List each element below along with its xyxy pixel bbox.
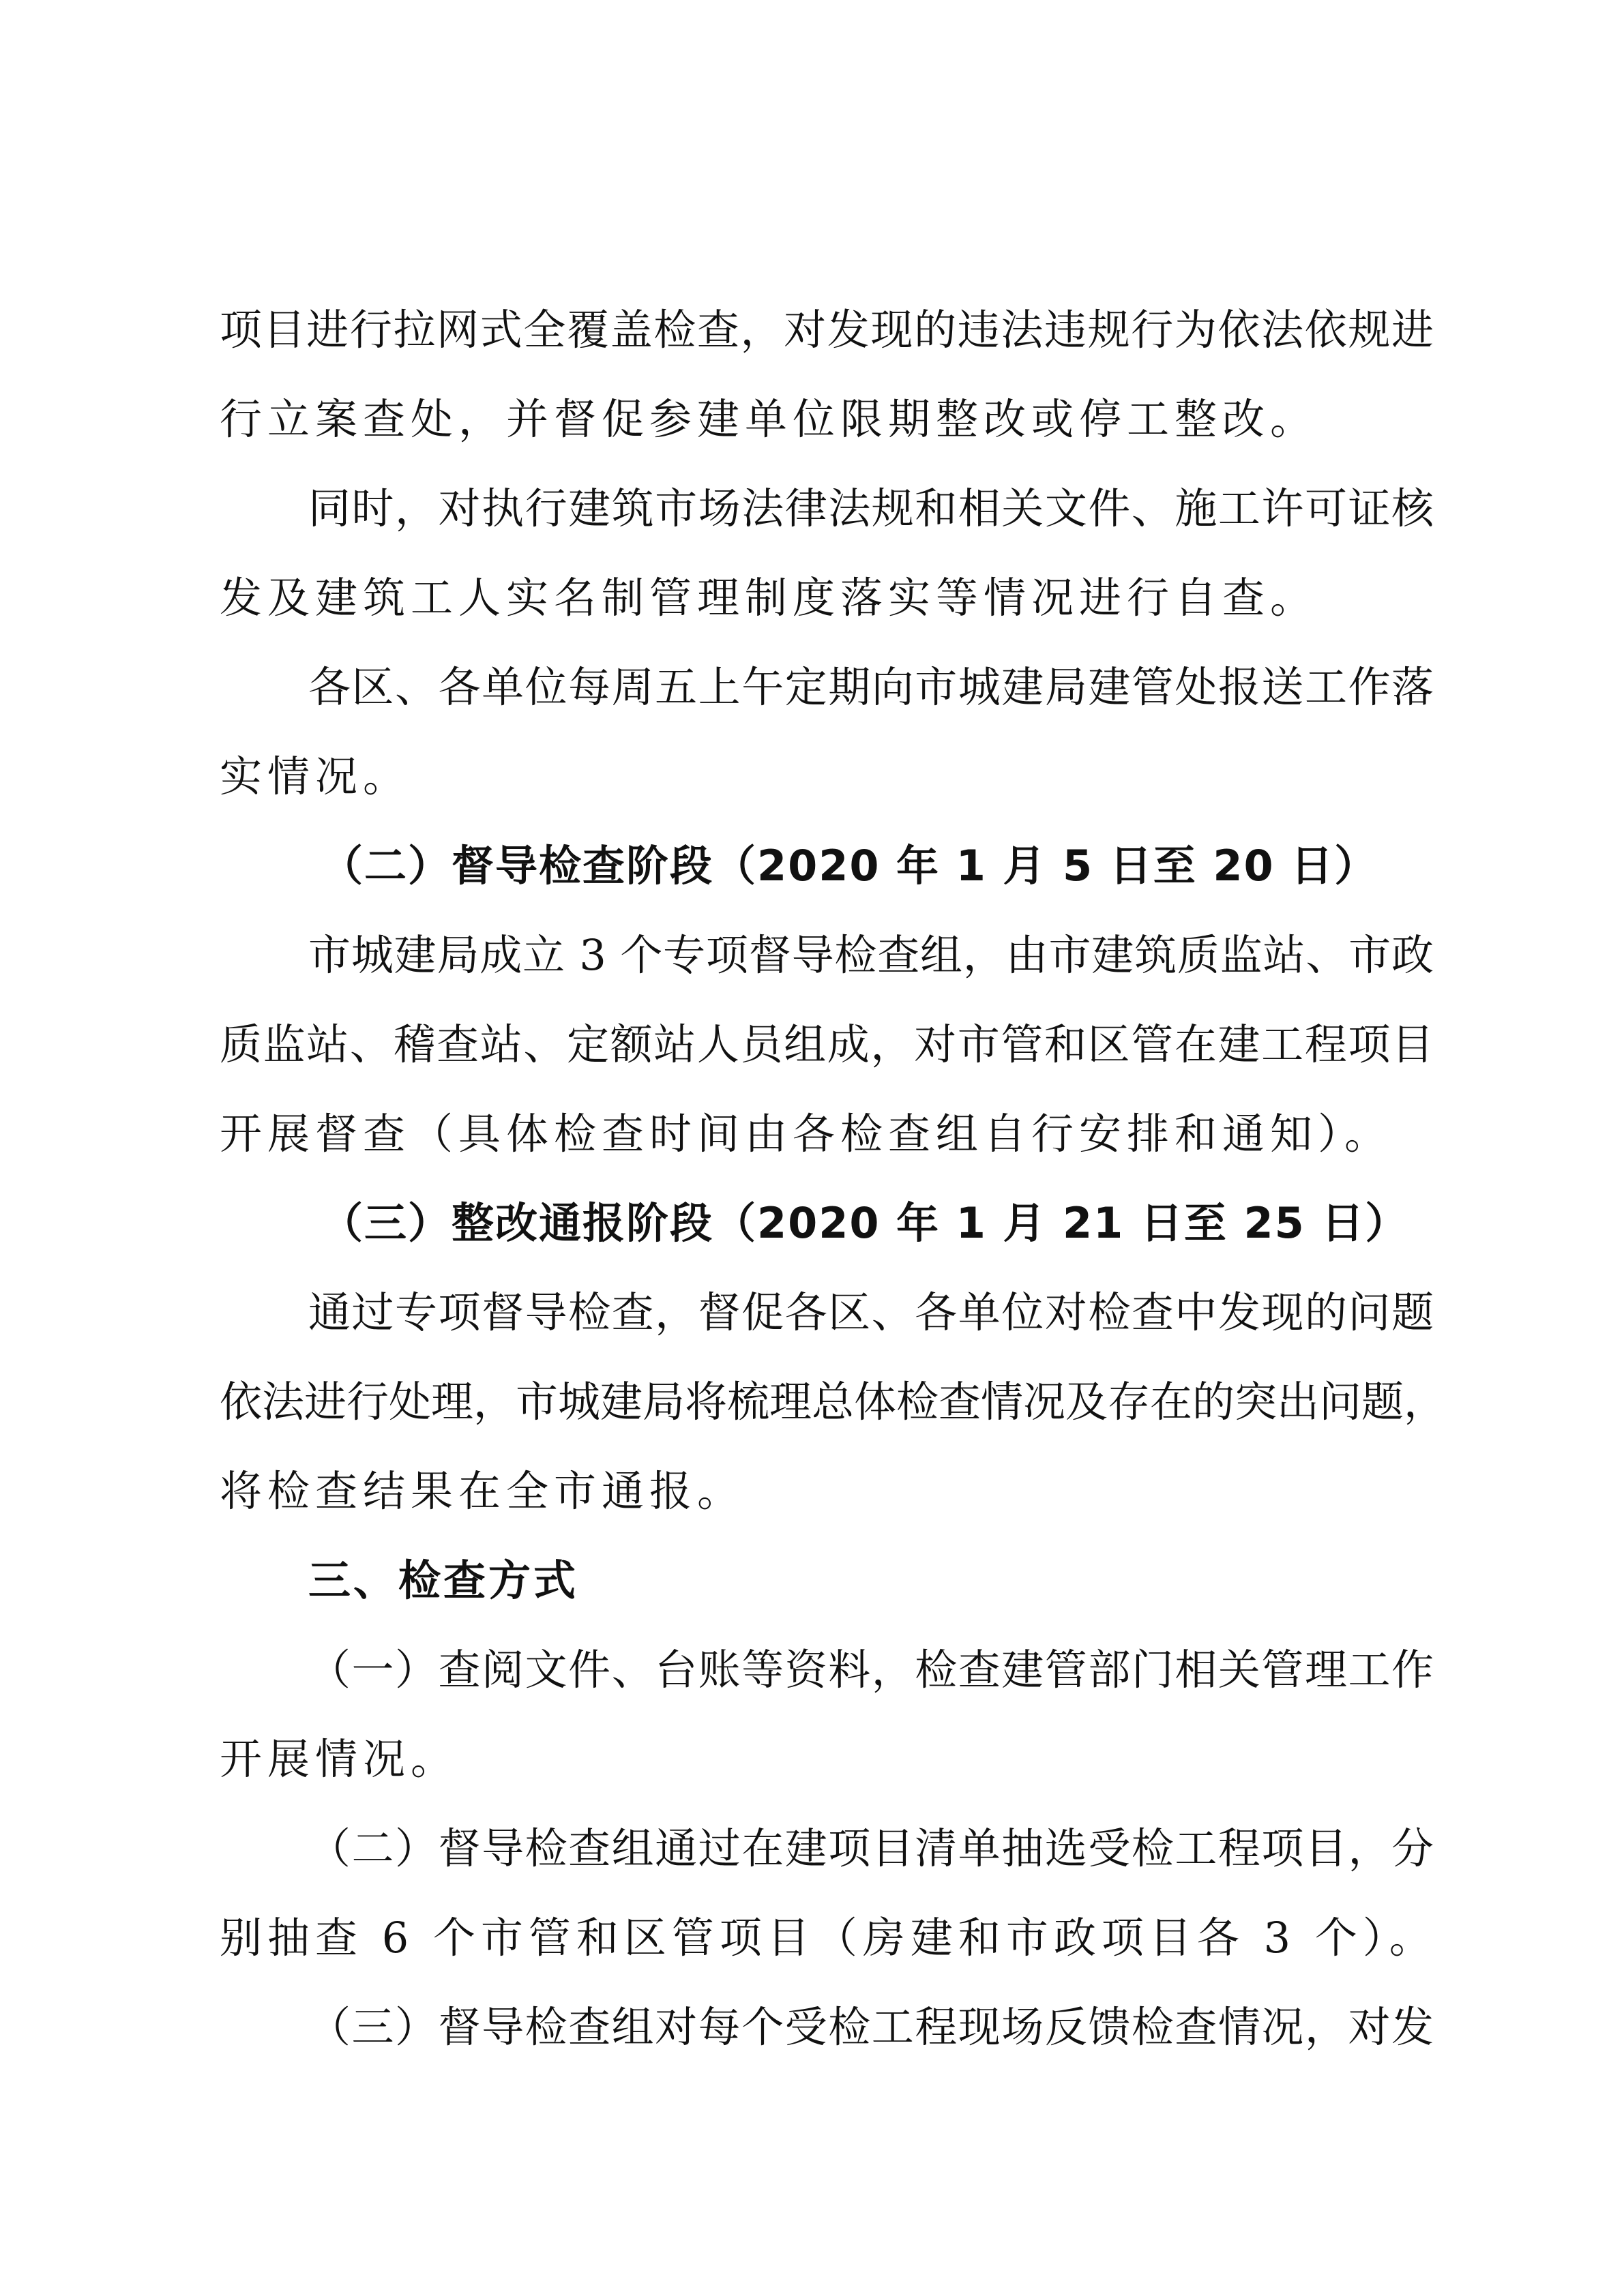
- body-text-line: 项目进行拉网式全覆盖检查，对发现的违法违规行为依法依规进: [220, 305, 1434, 355]
- body-text-line: 同时，对执行建筑市场法律法规和相关文件、施工许可证核: [308, 483, 1434, 533]
- body-text-line: 别抽查 6 个市管和区管项目（房建和市政项目各 3 个）。: [220, 1913, 1437, 1963]
- section-subheading: （三）整改通报阶段（2020 年 1 月 21 日至 25 日）: [321, 1198, 1409, 1248]
- section-heading: 三、检查方式: [308, 1555, 579, 1605]
- body-text-line: （三）督导检查组对每个受检工程现场反馈检查情况，对发: [308, 2002, 1434, 2052]
- body-text-line: 开展督查（具体检查时间由各检查组自行安排和通知）。: [220, 1109, 1393, 1159]
- body-text-line: 发及建筑工人实名制管理制度落实等情况进行自查。: [220, 573, 1318, 623]
- body-text-line: 实情况。: [220, 751, 411, 801]
- body-text-line: 各区、各单位每周五上午定期向市城建局建管处报送工作落: [308, 662, 1434, 712]
- body-text-line: 依法进行处理，市城建局将梳理总体检查情况及存在的突出问题，: [220, 1377, 1447, 1427]
- section-subheading: （二）督导检查阶段（2020 年 1 月 5 日至 20 日）: [321, 841, 1378, 891]
- body-text-line: 将检查结果在全市通报。: [220, 1466, 745, 1516]
- body-text-line: 通过专项督导检查，督促各区、各单位对检查中发现的问题: [308, 1287, 1434, 1337]
- body-text-line: （二）督导检查组通过在建项目清单抽选受检工程项目，分: [308, 1823, 1434, 1873]
- body-text-line: 市城建局成立 3 个专项督导检查组，由市建筑质监站、市政: [308, 930, 1434, 980]
- body-text-line: 质监站、稽查站、定额站人员组成，对市管和区管在建工程项目: [220, 1019, 1434, 1069]
- body-text-line: 开展情况。: [220, 1734, 459, 1784]
- body-text-line: 行立案查处，并督促参建单位限期整改或停工整改。: [220, 394, 1318, 444]
- body-text-line: （一）查阅文件、台账等资料，检查建管部门相关管理工作: [308, 1645, 1434, 1695]
